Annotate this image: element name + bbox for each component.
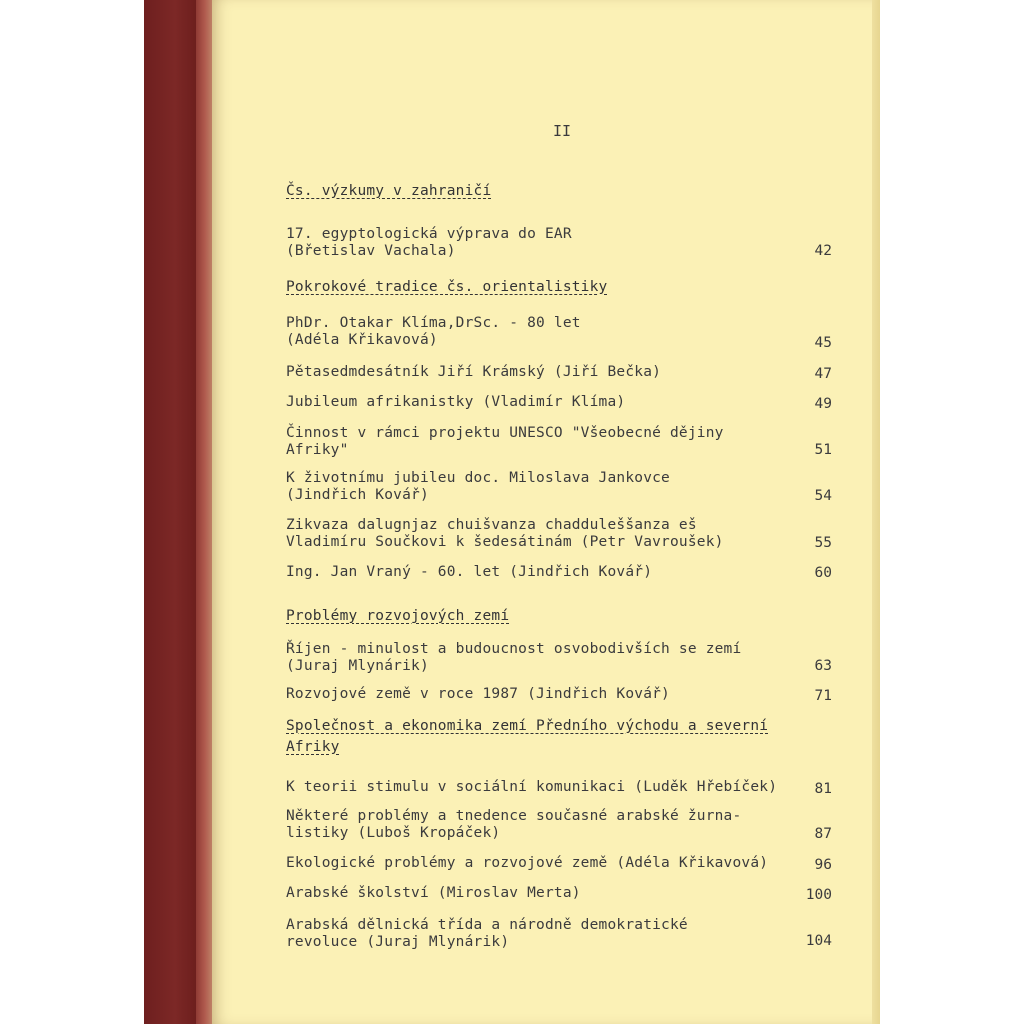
page-right-edge (872, 0, 880, 1024)
toc-entry: Arabské školství (Miroslav Merta) (286, 885, 581, 901)
toc-page-number: 54 (814, 488, 832, 504)
toc-entry: Některé problémy a tnedence současné arabské žurna- listiky (Luboš Kropáček) (286, 808, 742, 841)
toc-entry: 17. egyptologická výprava do EAR (Břetislav Vachala) (286, 226, 572, 259)
toc-entry: Ing. Jan Vraný - 60. let (Jindřich Kovář) (286, 564, 653, 580)
toc-page-number: 63 (814, 658, 832, 674)
toc-page-number: 60 (814, 565, 832, 581)
toc-page-number: 49 (814, 396, 832, 412)
toc-entry: Jubileum afrikanistky (Vladimír Klíma) (286, 394, 626, 410)
toc-page-number: 45 (814, 335, 832, 351)
toc-entry: K teorii stimulu v sociální komunikaci (Luděk Hřebíček) (286, 779, 778, 795)
toc-page-number: 96 (814, 857, 832, 873)
toc-entry: Zikvaza dalugnjaz chuišvanza chadduleššanza eš Vladimíru Součkovi k šedesátinám (Petr Vavroušek) (286, 517, 724, 550)
toc-entry: Činnost v rámci projektu UNESCO "Všeobecné dějiny Afriky" (286, 425, 724, 458)
toc-entry: PhDr. Otakar Klíma,DrSc. - 80 let (Adéla Křikavová) (286, 315, 581, 348)
book-spine (144, 0, 200, 1024)
toc-page-number: 47 (814, 366, 832, 382)
page-number: II (553, 122, 572, 140)
toc-page-number: 55 (814, 535, 832, 551)
toc-entry: K životnímu jubileu doc. Miloslava Jankovce (Jindřich Kovář) (286, 470, 670, 503)
toc-page-number: 51 (814, 442, 832, 458)
toc-entry: Arabská dělnická třída a národně demokratické revoluce (Juraj Mlynárik) (286, 917, 688, 950)
toc-page-number: 100 (805, 887, 832, 903)
toc-page-number: 87 (814, 826, 832, 842)
toc-entry: Rozvojové země v roce 1987 (Jindřich Kovář) (286, 686, 670, 702)
section-heading-society-economy: Společnost a ekonomika zemí Předního východu a severní (286, 718, 769, 734)
section-heading-developing-countries: Problémy rozvojových zemí (286, 608, 510, 624)
toc-page-number: 71 (814, 688, 832, 704)
section-heading-progressive-traditions: Pokrokové tradice čs. orientalistiky (286, 279, 608, 295)
toc-page-number: 104 (805, 933, 832, 949)
section-heading-czech-research: Čs. výzkumy v zahraničí (286, 183, 492, 199)
toc-entry: Ekologické problémy a rozvojové země (Adéla Křikavová) (286, 855, 769, 871)
toc-page-number: 42 (814, 243, 832, 259)
toc-entry: Pětasedmdesátník Jiří Krámský (Jiří Bečka) (286, 364, 662, 380)
section-heading-society-economy-continued: Afriky (286, 739, 340, 755)
toc-entry: Říjen - minulost a budoucnost osvobodivších se zemí (Juraj Mlynárik) (286, 641, 742, 674)
toc-page-number: 81 (814, 781, 832, 797)
